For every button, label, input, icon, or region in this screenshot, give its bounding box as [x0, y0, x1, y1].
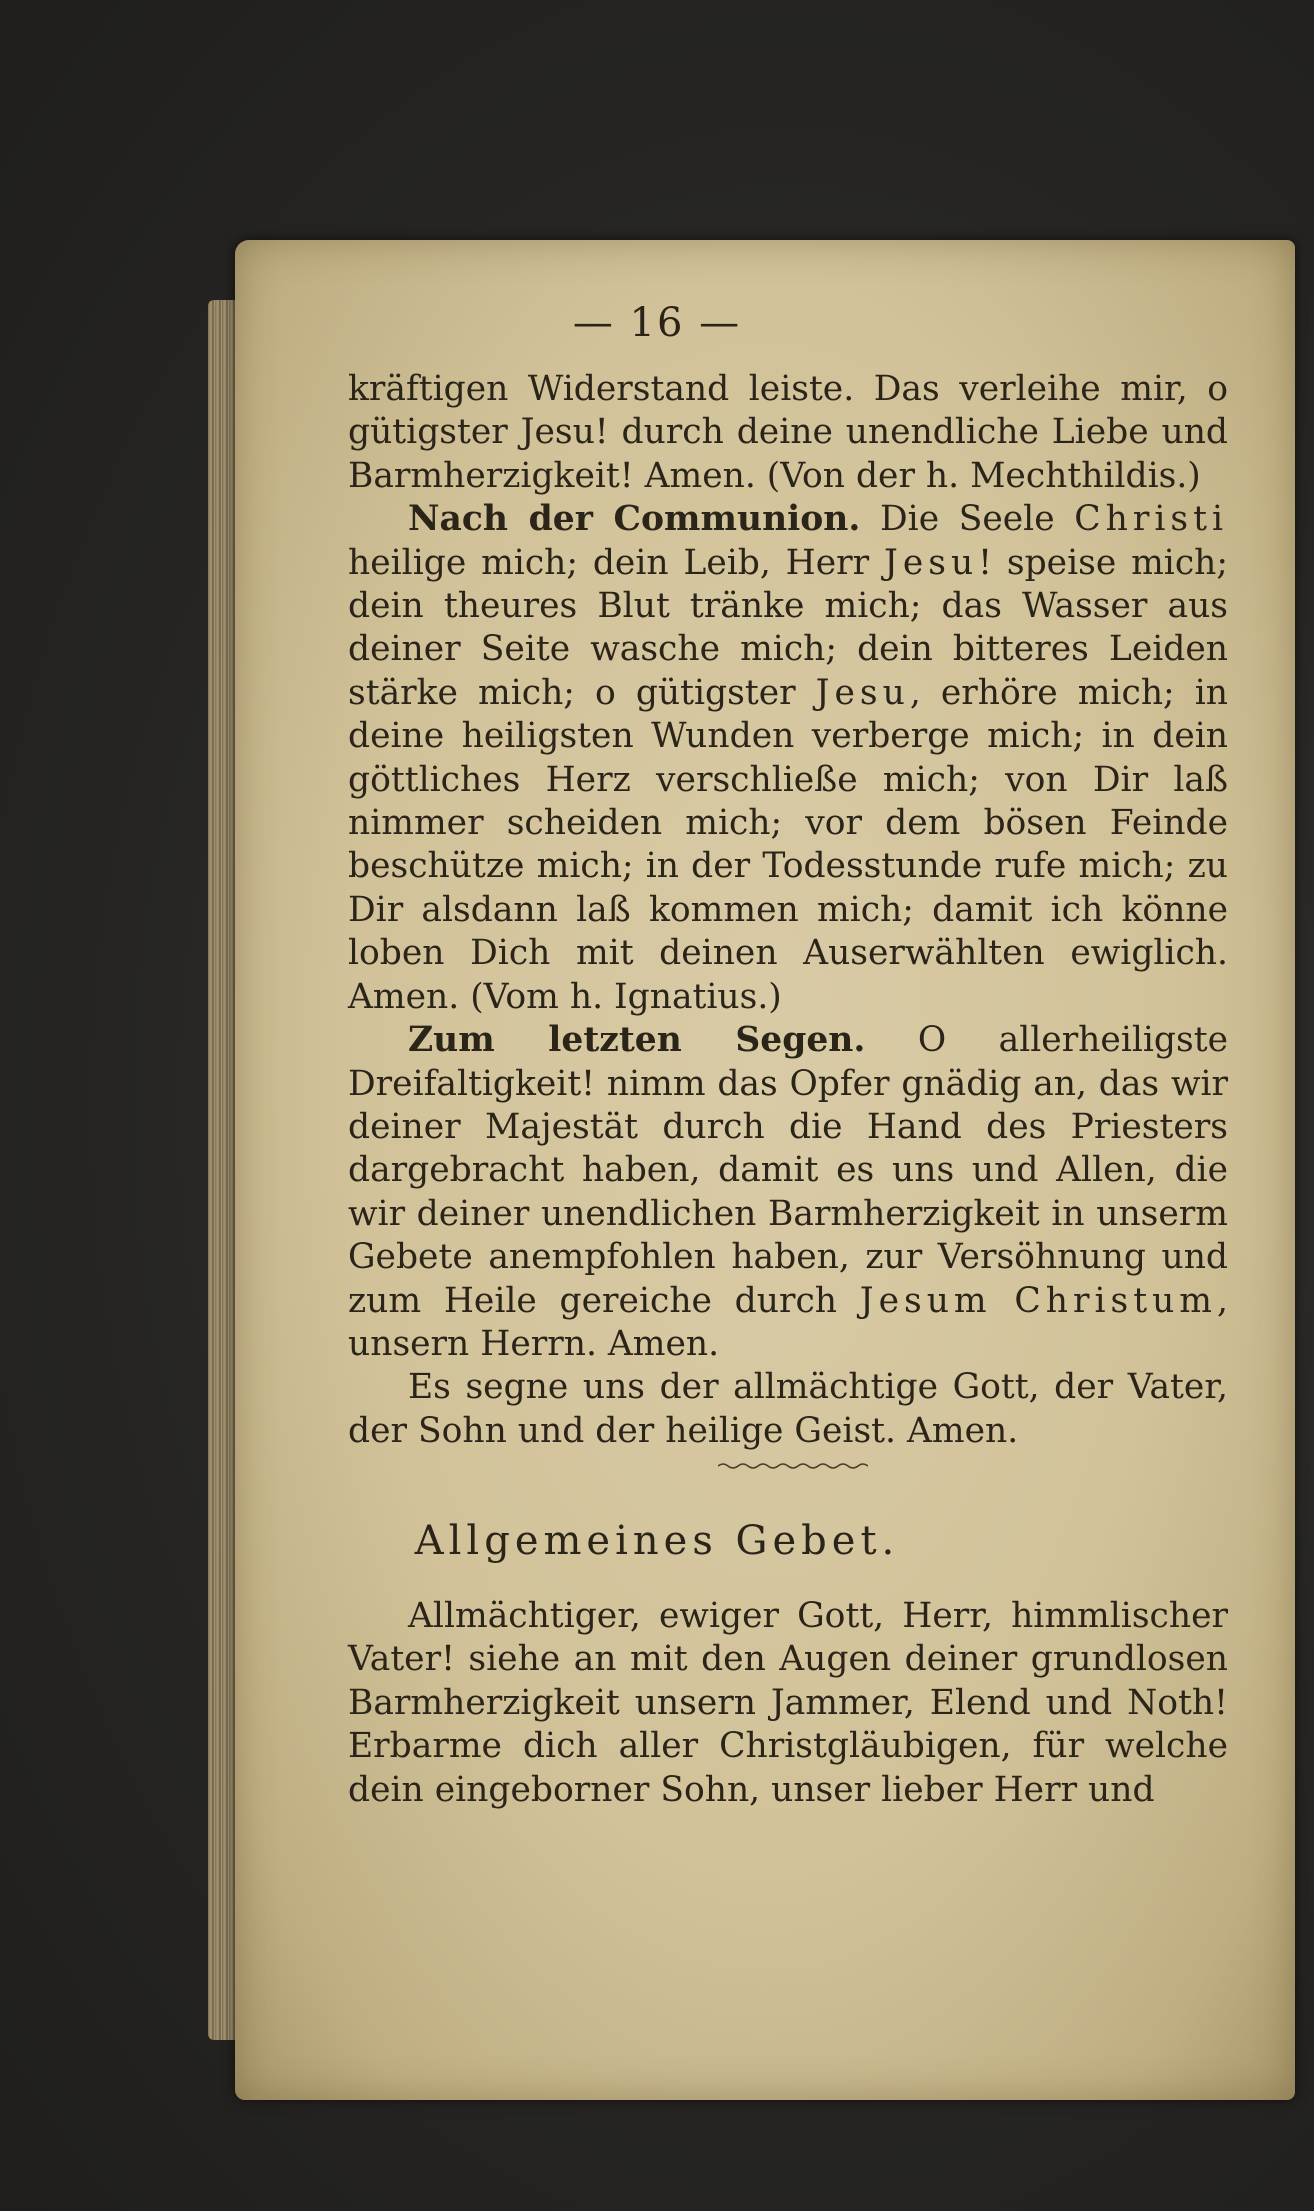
blessing-paragraph: [348, 1019, 1228, 1366]
prayer-paragraph: Allmächtiger, ewiger Gott, Herr, himmlischer Vater! siehe an mit den Augen deiner grundlosen Barmherzigkeit unsern Jammer, Elend und Noth! Erbarme dich aller Christgläubigen, für welche dein eingeborner Sohn, unser lieber Herr und: [348, 1596, 1228, 1810]
jesum-word: Jesum: [859, 1280, 992, 1321]
christum-word: Christum: [1014, 1280, 1218, 1321]
communion-heading: Nach der Communion.: [408, 499, 861, 540]
communion-text-b: heilige mich; dein Leib, Herr: [348, 542, 884, 583]
jesu-word: Jesu: [884, 542, 979, 583]
ornamental-divider: [718, 1462, 868, 1470]
communion-text-a: Die Seele: [860, 499, 1075, 540]
wavy-line: [718, 1464, 868, 1468]
blessing-space: [992, 1281, 1015, 1321]
continuation-paragraph: kräftigen Widerstand leiste. Das verleihe mir, o gütigster Jesu! durch deine unendliche Liebe und Barmherzigkeit! Amen. (Von der h. Mechthildis.): [348, 369, 1228, 496]
section-title: Allgemeines Gebet.: [414, 1518, 900, 1564]
prayer-text: [348, 1595, 1228, 1812]
page-number: — 16 —: [572, 300, 742, 346]
final-blessing-paragraph: Es segne uns der allmächtige Gott, der Vater, der Sohn und der heilige Geist. Amen.: [348, 1367, 1228, 1451]
communion-text-d: , erhöre mich; in deine heiligsten Wunden verberge mich; in dein göttliches Herz verschließe mich; von Dir laß nimmer scheiden mich; vor dem bösen Feinde beschütze mich; in der Todesstunde rufe mich; zu Dir alsdann laß kommen mich; damit ich könne loben Dich mit deinen Auserwählten ewiglich. Amen. (Vom h. Ignatius.): [348, 672, 1228, 1017]
blessing-heading: Zum letzten Segen.: [408, 1020, 866, 1061]
communion-paragraph: [348, 498, 1228, 1019]
main-text: [348, 368, 1228, 1453]
jesu-word-2: Jesu: [815, 672, 910, 713]
blessing-text-b: , unsern Herrn. Amen.: [348, 1280, 1228, 1364]
blessing-text-a: O allerheiligste Dreifaltigkeit! nimm das Opfer gnädig an, das wir deiner Majestät durch die Hand des Priesters dargebracht haben, damit es uns und Allen, die wir deiner unendlichen Barmherzigkeit in unserm Gebete anempfohlen haben, zur Versöhnung und zum Heile gereiche durch: [348, 1020, 1228, 1321]
communion-text-c: ! speise mich; dein theures Blut tränke mich; das Wasser aus deiner Seite wasche mich; dein bitteres Leiden stärke mich; o gütigster: [348, 542, 1228, 713]
christi-word: Christi: [1074, 499, 1228, 540]
